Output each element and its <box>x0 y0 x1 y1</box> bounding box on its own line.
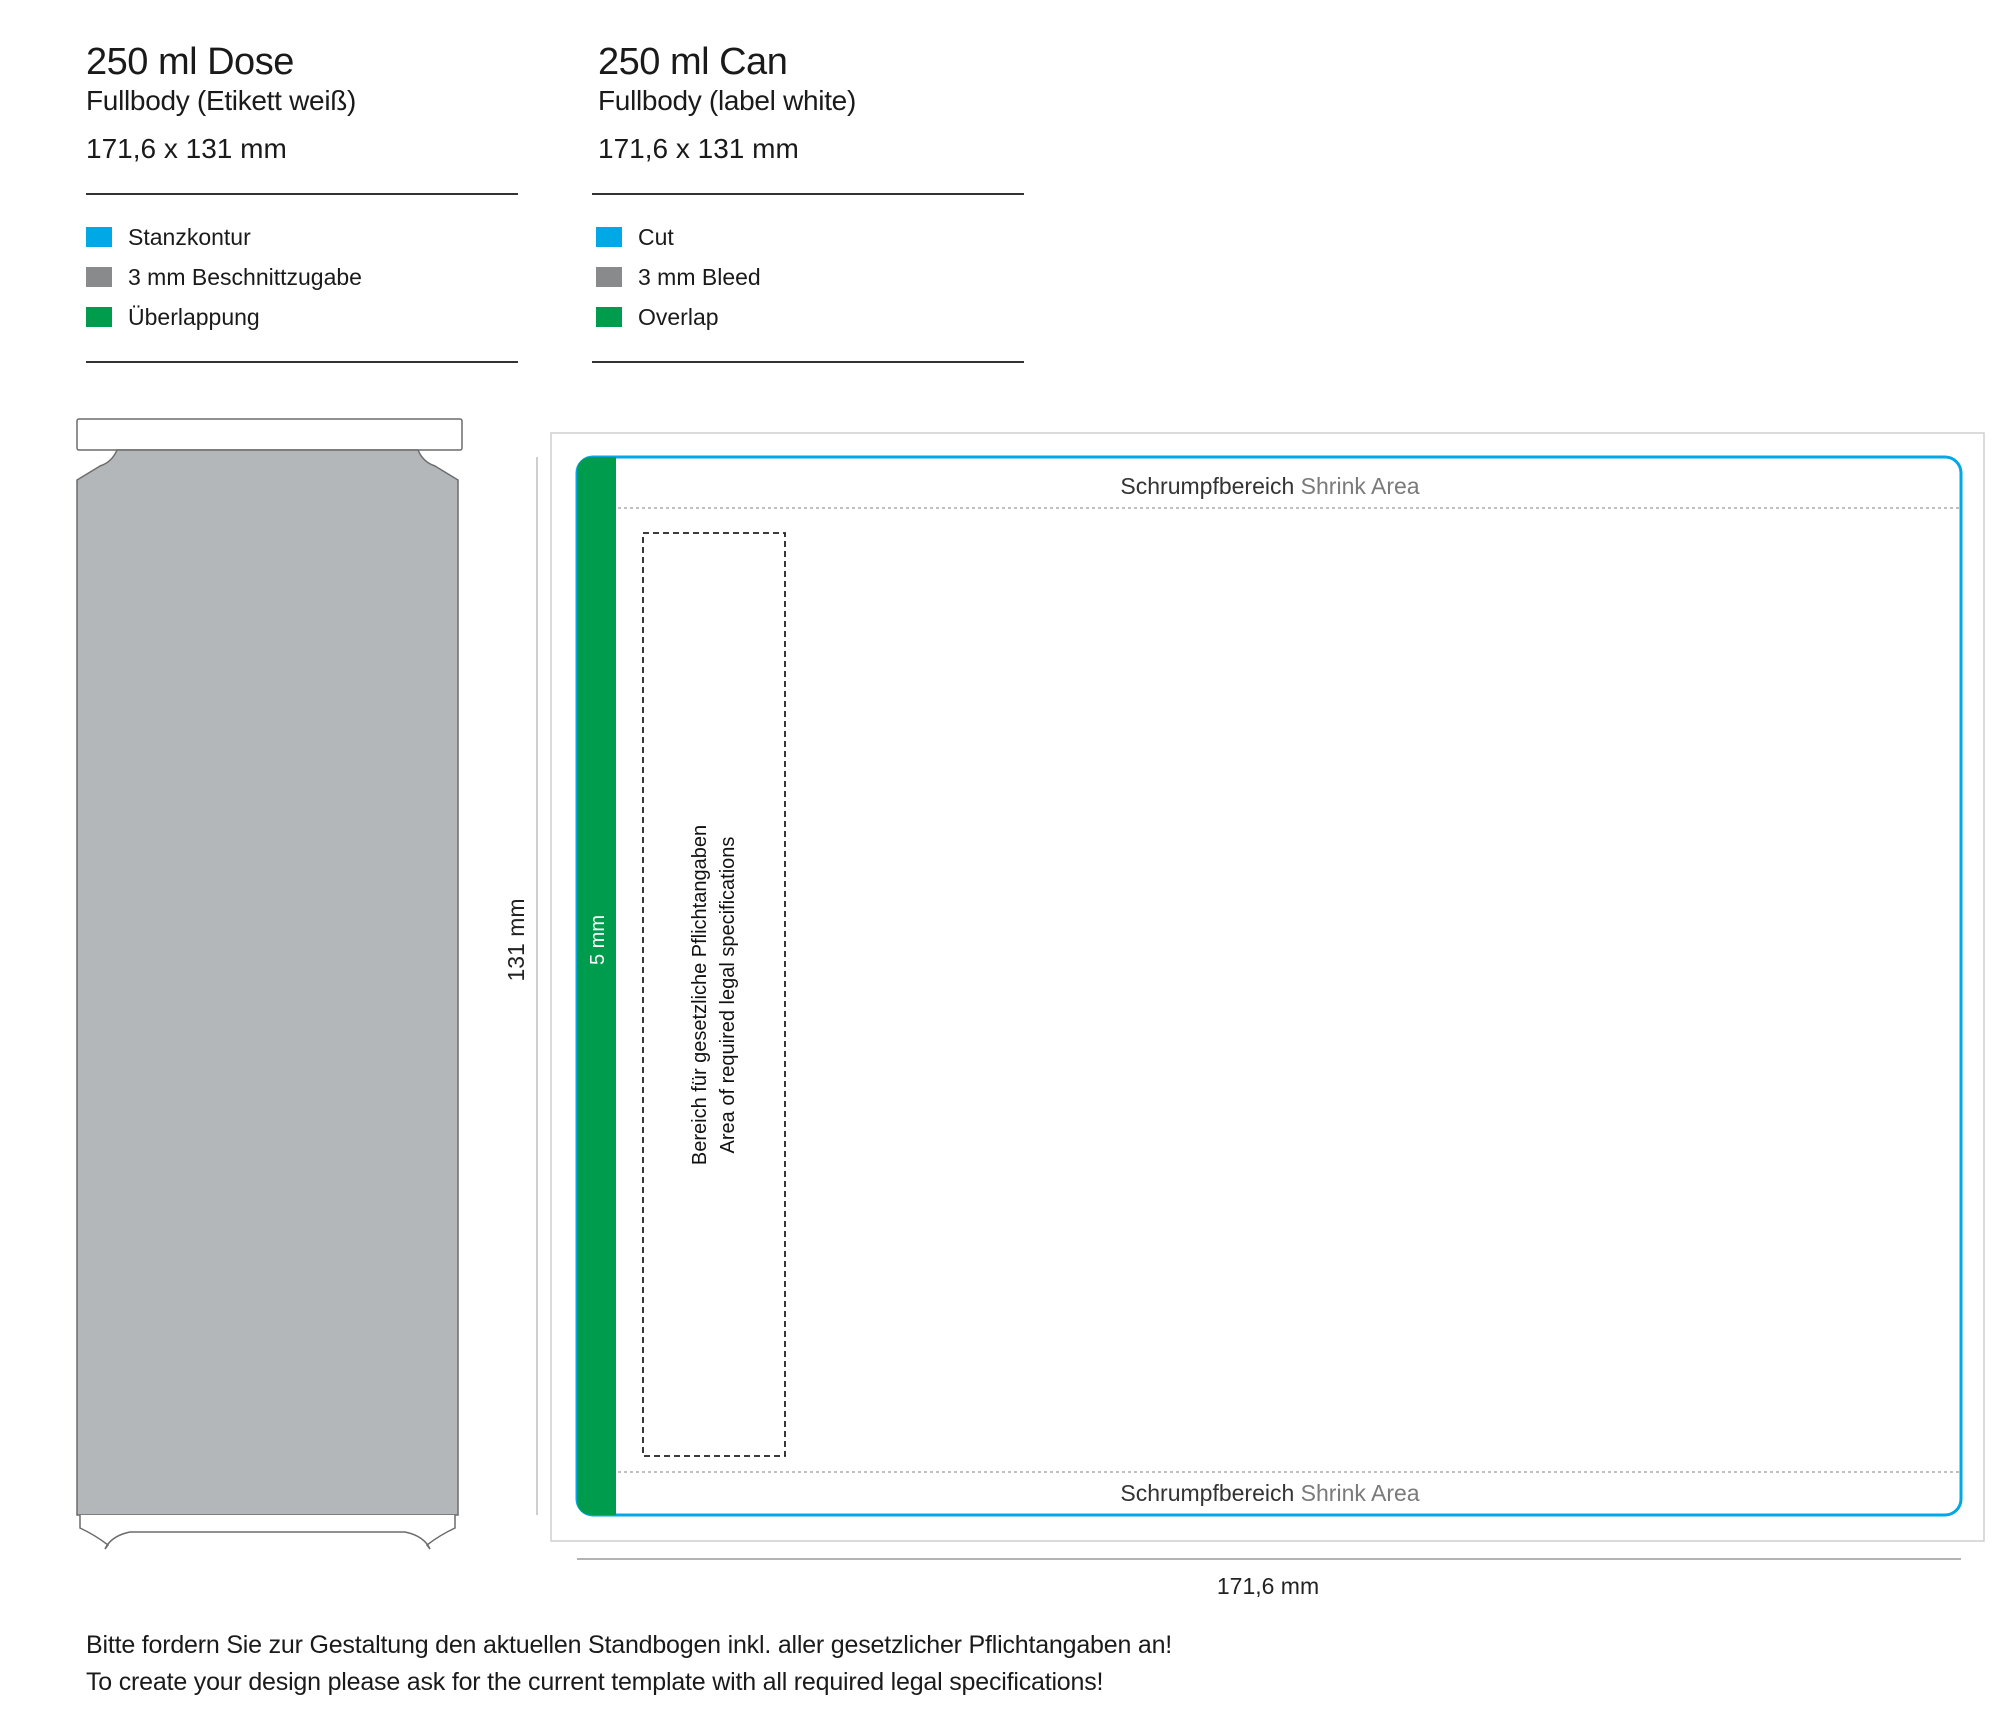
can-base <box>80 1515 455 1549</box>
subtitle-german: Fullbody (Etikett weiß) <box>86 85 357 116</box>
shrink-area-top-en: Shrink Area <box>1300 473 1420 499</box>
height-dimension-label: 131 mm <box>503 898 529 982</box>
legend-label: Cut <box>638 224 674 250</box>
legend-label: 3 mm Bleed <box>638 264 761 290</box>
legal-area-label-de: Bereich für gesetzliche Pflichtangaben <box>689 824 711 1166</box>
shrink-area-top-de: Schrumpfbereich <box>1120 473 1295 499</box>
shrink-area-top-label <box>1120 473 1419 499</box>
title-german: 250 ml Dose <box>86 41 294 83</box>
subtitle-english: Fullbody (label white) <box>598 85 856 116</box>
legend-label: 3 mm Beschnittzugabe <box>128 264 362 290</box>
width-dimension-label: 171,6 mm <box>1216 1573 1320 1599</box>
legend-label: Stanzkontur <box>128 224 251 250</box>
legal-area-label-en: Area of required legal specifications <box>717 836 739 1154</box>
shrink-area-bottom-de: Schrumpfbereich <box>1120 1480 1295 1506</box>
shrink-area-bottom-label <box>1120 1480 1419 1506</box>
legend-label: Overlap <box>638 304 719 330</box>
overlap-strip <box>577 457 616 1515</box>
can-silhouette <box>77 419 462 1549</box>
legend-label: Überlappung <box>128 304 260 330</box>
overlap-width-label: 5 mm <box>587 915 609 965</box>
footer-note-english: To create your design please ask for the current template with all required legal specifications! <box>86 1668 1104 1696</box>
can-lid <box>77 419 462 450</box>
can-body <box>77 450 458 1515</box>
title-english: 250 ml Can <box>598 41 788 83</box>
dimensions-german: 171,6 x 131 mm <box>86 133 287 164</box>
shrink-area-bottom-en: Shrink Area <box>1300 1480 1420 1506</box>
dimensions-english: 171,6 x 131 mm <box>598 133 799 164</box>
footer-note-german: Bitte fordern Sie zur Gestaltung den aktuellen Standbogen inkl. aller gesetzlicher Pflichtangaben an! <box>86 1631 1173 1659</box>
